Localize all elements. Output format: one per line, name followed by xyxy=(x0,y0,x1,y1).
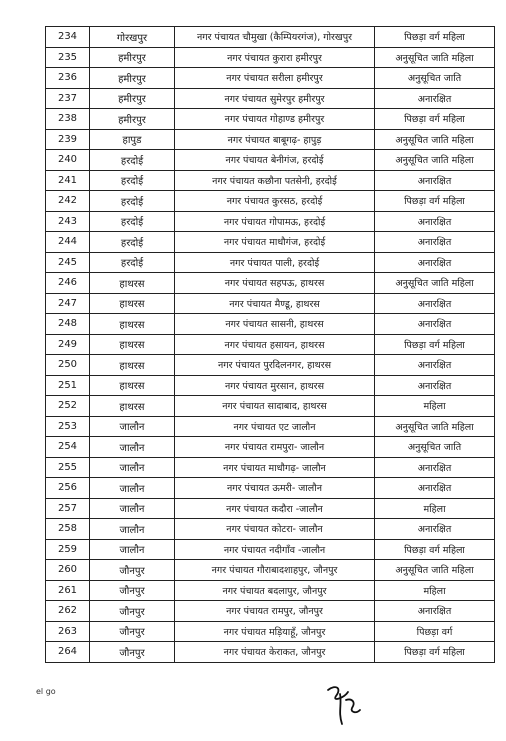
district-cell: जालौन xyxy=(90,539,175,560)
table-row xyxy=(46,601,495,622)
serial-number-cell: 250 xyxy=(46,355,90,376)
reservation-category-cell: अनुसूचित जाति महिला xyxy=(375,150,495,171)
reservation-category-cell: अनारक्षित xyxy=(375,519,495,540)
serial-number-cell: 241 xyxy=(46,170,90,191)
table-row xyxy=(46,560,495,581)
reservation-category-cell: महिला xyxy=(375,580,495,601)
district-cell: हमीरपुर xyxy=(90,68,175,89)
panchayat-name-cell: नगर पंचायत ऊमरी- जालौन xyxy=(175,478,375,499)
serial-number-cell: 238 xyxy=(46,109,90,130)
panchayat-name-cell: नगर पंचायत केराकत, जौनपुर xyxy=(175,642,375,663)
footer-mark: el go xyxy=(36,687,56,696)
reservation-category-cell: अनुसूचित जाति महिला xyxy=(375,416,495,437)
panchayat-name-cell: नगर पंचायत रामपुरा- जालौन xyxy=(175,437,375,458)
table-row xyxy=(46,437,495,458)
table-row xyxy=(46,519,495,540)
serial-number-cell: 252 xyxy=(46,396,90,417)
reservation-category-cell: अनारक्षित xyxy=(375,232,495,253)
panchayat-name-cell: नगर पंचायत मैण्डू, हाथरस xyxy=(175,293,375,314)
table-row xyxy=(46,457,495,478)
serial-number-cell: 237 xyxy=(46,88,90,109)
district-cell: हमीरपुर xyxy=(90,47,175,68)
reservation-category-cell: पिछड़ा वर्ग महिला xyxy=(375,642,495,663)
serial-number-cell: 258 xyxy=(46,519,90,540)
panchayat-name-cell: नगर पंचायत कोटरा- जालौन xyxy=(175,519,375,540)
district-cell: हाथरस xyxy=(90,375,175,396)
table-row xyxy=(46,27,495,48)
table-row xyxy=(46,293,495,314)
reservation-category-cell: अनारक्षित xyxy=(375,601,495,622)
table-row xyxy=(46,539,495,560)
district-cell: हरदोई xyxy=(90,211,175,232)
district-cell: जालौन xyxy=(90,457,175,478)
reservation-category-cell: महिला xyxy=(375,498,495,519)
panchayat-name-cell: नगर पंचायत गौराबादशाहपुर, जौनपुर xyxy=(175,560,375,581)
serial-number-cell: 234 xyxy=(46,27,90,48)
reservation-category-cell: अनुसूचित जाति xyxy=(375,437,495,458)
serial-number-cell: 240 xyxy=(46,150,90,171)
handwritten-signature xyxy=(322,680,364,728)
district-cell: जौनपुर xyxy=(90,621,175,642)
reservation-category-cell: पिछड़ा वर्ग महिला xyxy=(375,334,495,355)
district-cell: गोरखपुर xyxy=(90,27,175,48)
panchayat-name-cell: नगर पंचायत एट जालौन xyxy=(175,416,375,437)
serial-number-cell: 247 xyxy=(46,293,90,314)
panchayat-name-cell: नगर पंचायत कदौरा -जालौन xyxy=(175,498,375,519)
district-cell: हाथरस xyxy=(90,293,175,314)
table-row xyxy=(46,170,495,191)
reservation-category-cell: पिछड़ा वर्ग महिला xyxy=(375,109,495,130)
serial-number-cell: 261 xyxy=(46,580,90,601)
reservation-category-cell: अनारक्षित xyxy=(375,478,495,499)
table-row xyxy=(46,355,495,376)
reservation-category-cell: अनारक्षित xyxy=(375,355,495,376)
panchayat-name-cell: नगर पंचायत पुरदिलनगर, हाथरस xyxy=(175,355,375,376)
serial-number-cell: 236 xyxy=(46,68,90,89)
serial-number-cell: 257 xyxy=(46,498,90,519)
reservation-category-cell: अनुसूचित जाति महिला xyxy=(375,129,495,150)
panchayat-name-cell: नगर पंचायत गोहाण्ड हमीरपुर xyxy=(175,109,375,130)
table-row xyxy=(46,211,495,232)
serial-number-cell: 264 xyxy=(46,642,90,663)
reservation-table xyxy=(45,26,495,663)
table-row xyxy=(46,68,495,89)
panchayat-name-cell: नगर पंचायत सुमेरपुर हमीरपुर xyxy=(175,88,375,109)
district-cell: हाथरस xyxy=(90,273,175,294)
serial-number-cell: 263 xyxy=(46,621,90,642)
panchayat-name-cell: नगर पंचायत सहपऊ, हाथरस xyxy=(175,273,375,294)
panchayat-name-cell: नगर पंचायत रामपुर, जौनपुर xyxy=(175,601,375,622)
reservation-category-cell: महिला xyxy=(375,396,495,417)
district-cell: हरदोई xyxy=(90,170,175,191)
district-cell: हाथरस xyxy=(90,355,175,376)
panchayat-name-cell: नगर पंचायत बेनीगंज, हरदोई xyxy=(175,150,375,171)
table-row xyxy=(46,580,495,601)
table-body xyxy=(46,27,495,663)
district-cell: हाथरस xyxy=(90,314,175,335)
serial-number-cell: 235 xyxy=(46,47,90,68)
serial-number-cell: 262 xyxy=(46,601,90,622)
serial-number-cell: 248 xyxy=(46,314,90,335)
district-cell: जौनपुर xyxy=(90,580,175,601)
reservation-category-cell: अनारक्षित xyxy=(375,457,495,478)
district-cell: जालौन xyxy=(90,437,175,458)
table-row xyxy=(46,191,495,212)
panchayat-name-cell: नगर पंचायत सासनी, हाथरस xyxy=(175,314,375,335)
serial-number-cell: 253 xyxy=(46,416,90,437)
table-row xyxy=(46,129,495,150)
serial-number-cell: 243 xyxy=(46,211,90,232)
serial-number-cell: 255 xyxy=(46,457,90,478)
serial-number-cell: 249 xyxy=(46,334,90,355)
serial-number-cell: 242 xyxy=(46,191,90,212)
reservation-category-cell: अनारक्षित xyxy=(375,252,495,273)
reservation-category-cell: अनुसूचित जाति xyxy=(375,68,495,89)
district-cell: हरदोई xyxy=(90,150,175,171)
district-cell: हमीरपुर xyxy=(90,109,175,130)
district-cell: जालौन xyxy=(90,519,175,540)
panchayat-name-cell: नगर पंचायत गोपामऊ, हरदोई xyxy=(175,211,375,232)
serial-number-cell: 246 xyxy=(46,273,90,294)
panchayat-name-cell: नगर पंचायत पाली, हरदोई xyxy=(175,252,375,273)
reservation-category-cell: अनुसूचित जाति महिला xyxy=(375,47,495,68)
district-cell: हरदोई xyxy=(90,232,175,253)
district-cell: जौनपुर xyxy=(90,560,175,581)
table-row xyxy=(46,334,495,355)
serial-number-cell: 245 xyxy=(46,252,90,273)
serial-number-cell: 259 xyxy=(46,539,90,560)
panchayat-name-cell: नगर पंचायत माधौगंज, हरदोई xyxy=(175,232,375,253)
table-row xyxy=(46,273,495,294)
panchayat-name-cell: नगर पंचायत हसायन, हाथरस xyxy=(175,334,375,355)
reservation-category-cell: पिछड़ा वर्ग महिला xyxy=(375,539,495,560)
serial-number-cell: 256 xyxy=(46,478,90,499)
serial-number-cell: 239 xyxy=(46,129,90,150)
table-row xyxy=(46,642,495,663)
panchayat-name-cell: नगर पंचायत सरीला हमीरपुर xyxy=(175,68,375,89)
table-row xyxy=(46,47,495,68)
table-row xyxy=(46,396,495,417)
panchayat-name-cell: नगर पंचायत नदीगाँव -जालौन xyxy=(175,539,375,560)
table-row xyxy=(46,416,495,437)
serial-number-cell: 244 xyxy=(46,232,90,253)
panchayat-name-cell: नगर पंचायत कछौना पतसेनी, हरदोई xyxy=(175,170,375,191)
serial-number-cell: 260 xyxy=(46,560,90,581)
table-row xyxy=(46,88,495,109)
district-cell: हरदोई xyxy=(90,191,175,212)
panchayat-name-cell: नगर पंचायत कुरसठ, हरदोई xyxy=(175,191,375,212)
serial-number-cell: 254 xyxy=(46,437,90,458)
reservation-category-cell: पिछड़ा वर्ग xyxy=(375,621,495,642)
table-row xyxy=(46,621,495,642)
district-cell: जालौन xyxy=(90,416,175,437)
reservation-category-cell: अनुसूचित जाति महिला xyxy=(375,273,495,294)
table-row xyxy=(46,252,495,273)
table-row xyxy=(46,109,495,130)
panchayat-name-cell: नगर पंचायत बाबूगढ़- हापुड़ xyxy=(175,129,375,150)
district-cell: हाथरस xyxy=(90,396,175,417)
district-cell: जौनपुर xyxy=(90,642,175,663)
table-row xyxy=(46,498,495,519)
panchayat-name-cell: नगर पंचायत मड़ियाहूँ, जौनपुर xyxy=(175,621,375,642)
table-row xyxy=(46,478,495,499)
district-cell: हापुड xyxy=(90,129,175,150)
panchayat-name-cell: नगर पंचायत चौमुखा (कैम्पियरगंज), गोरखपुर xyxy=(175,27,375,48)
district-cell: हरदोई xyxy=(90,252,175,273)
reservation-category-cell: अनारक्षित xyxy=(375,211,495,232)
table-row xyxy=(46,232,495,253)
district-cell: जौनपुर xyxy=(90,601,175,622)
district-cell: जालौन xyxy=(90,478,175,499)
reservation-category-cell: पिछड़ा वर्ग महिला xyxy=(375,27,495,48)
reservation-category-cell: अनुसूचित जाति महिला xyxy=(375,560,495,581)
reservation-category-cell: पिछड़ा वर्ग महिला xyxy=(375,191,495,212)
panchayat-name-cell: नगर पंचायत मुरसान, हाथरस xyxy=(175,375,375,396)
reservation-category-cell: अनारक्षित xyxy=(375,88,495,109)
district-cell: हाथरस xyxy=(90,334,175,355)
table-row xyxy=(46,375,495,396)
panchayat-name-cell: नगर पंचायत सादाबाद, हाथरस xyxy=(175,396,375,417)
reservation-category-cell: अनारक्षित xyxy=(375,375,495,396)
reservation-category-cell: अनारक्षित xyxy=(375,170,495,191)
serial-number-cell: 251 xyxy=(46,375,90,396)
table-row xyxy=(46,314,495,335)
reservation-category-cell: अनारक्षित xyxy=(375,314,495,335)
district-cell: जालौन xyxy=(90,498,175,519)
panchayat-name-cell: नगर पंचायत माधौगढ़- जालौन xyxy=(175,457,375,478)
panchayat-name-cell: नगर पंचायत बदलापुर, जौनपुर xyxy=(175,580,375,601)
district-cell: हमीरपुर xyxy=(90,88,175,109)
table-row xyxy=(46,150,495,171)
panchayat-name-cell: नगर पंचायत कुरारा हमीरपुर xyxy=(175,47,375,68)
reservation-category-cell: अनारक्षित xyxy=(375,293,495,314)
